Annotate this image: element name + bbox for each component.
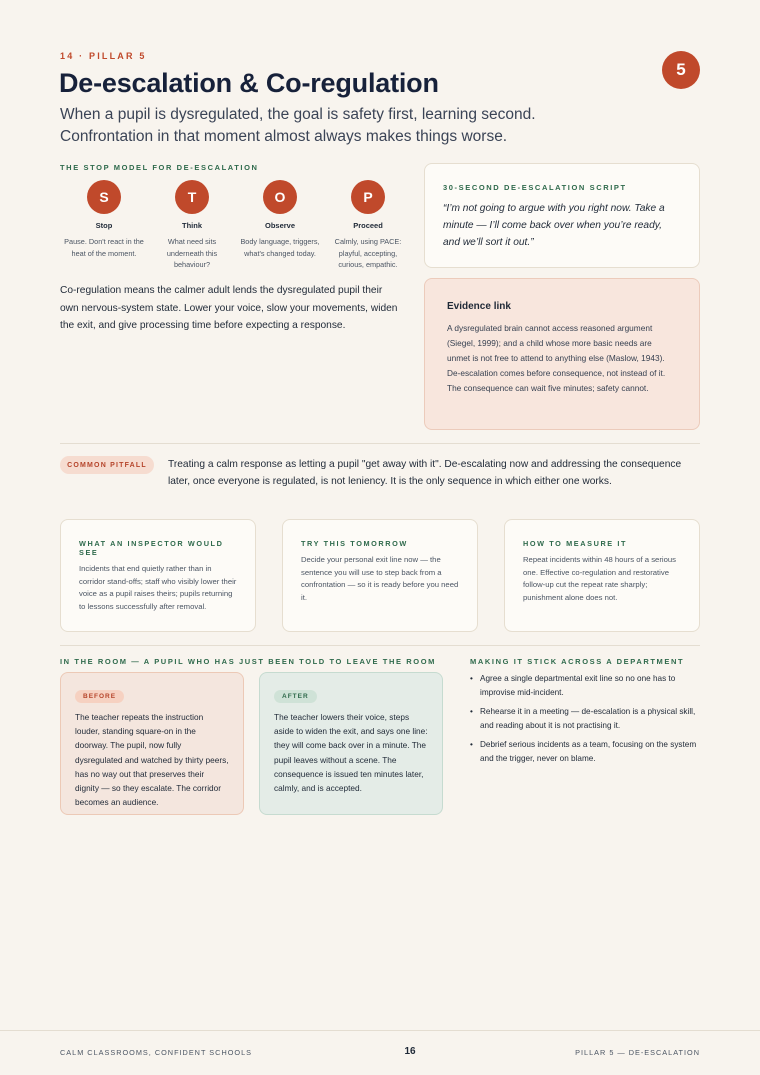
card-label: WHAT AN INSPECTOR WOULD SEE [79,539,224,557]
page-title: De-escalation & Co-regulation [59,68,439,98]
step-letter-circle: O [263,180,297,214]
step-description: Calmly, using PACE: playful, accepting, curious, empathic. [334,237,402,269]
card-text: Decide your personal exit line now — the sentence you will use to step back from a confrontation — so it is ready before you need it. [301,555,459,602]
step-description: Body language, triggers, what's changed today. [240,237,320,258]
inspector-card [60,519,256,632]
card-label: HOW TO MEASURE IT [523,539,628,548]
step-letter-circle: T [175,180,209,214]
script-callout [424,163,700,268]
list-item: • Debrief serious incidents as a team, focusing on the system and the trigger, never on blame. [470,738,700,766]
after-badge: AFTER [274,690,317,703]
before-text: The teacher repeats the instruction louder, standing square-on in the doorway. The pupil, now fully dysregulated and watched by thirty peers, has no way out that preserves their dignity — so they escalate. The corridor becomes an audience. [75,712,229,808]
footer-book-title: CALM CLASSROOMS, CONFIDENT SCHOOLS [60,1048,252,1057]
card-text: Repeat incidents within 48 hours of a serious one. Effective co-regulation and restorative follow-up cut the repeat rate sharply; punishment alone does not. [523,555,676,602]
making-it-stick-label: MAKING IT STICK ACROSS A DEPARTMENT [470,657,685,666]
in-the-room-label: IN THE ROOM — A PUPIL WHO HAS JUST BEEN TOLD TO LEAVE THE ROOM [60,657,437,666]
try-tomorrow-card [282,519,478,632]
card-text: Incidents that end quietly rather than in corridor stand-offs; staff who visibly lower their voice as a pupil raises theirs; pupils returning to lessons successfully after removal. [79,564,237,611]
stop-model-steps [60,180,416,271]
pillar-number-badge: 5 [662,51,700,89]
after-panel [259,672,443,815]
list-item: • Rehearse it in a meeting — de-escalation is a physical skill, and reading about it is not practising it. [470,705,700,733]
section-divider [60,645,700,646]
footer-divider [0,1030,760,1031]
stop-step [236,180,324,271]
after-text: The teacher lowers their voice, steps aside to widen the exit, and says one line: they will come back over in a minute. The pupil leaves without a scene. The consequence is issued ten minutes later, calmly, and is accepted. [274,712,428,794]
step-name: Observe [264,221,296,230]
before-badge: BEFORE [75,690,124,703]
script-label: 30-SECOND DE-ESCALATION SCRIPT [443,183,627,192]
stop-step [324,180,412,271]
stop-step [60,180,148,271]
card-label: TRY THIS TOMORROW [301,539,408,548]
step-name: Proceed [353,221,383,230]
stop-model-label: THE STOP MODEL FOR DE-ESCALATION [60,163,259,172]
section-eyebrow: 14 · PILLAR 5 [60,51,147,61]
before-panel [60,672,244,815]
section-divider [60,443,700,444]
list-item: • Agree a single departmental exit line so no one has to improvise mid-incident. [470,672,700,700]
step-description: Pause. Don't react in the heat of the moment. [64,237,144,258]
evidence-title: Evidence link [447,301,511,312]
stop-step [148,180,236,271]
step-letter-circle: S [87,180,121,214]
measure-card [504,519,700,632]
coregulation-paragraph: Co-regulation means the calmer adult lends the dysregulated pupil their own nervous-system state. Lower your voice, slow your movements, widen the exit, and give processing time before expecting a response. [60,285,398,331]
making-it-stick-list [470,672,700,771]
step-description: What need sits underneath this behaviour? [166,237,218,269]
page-number: 16 [404,1046,416,1057]
step-name: Think [182,221,202,230]
footer-section-title: PILLAR 5 — DE-ESCALATION [575,1048,700,1057]
evidence-text: A dysregulated brain cannot access reasoned argument (Siegel, 1999); and a child whose more basic needs are unmet is not free to attend to anything else (Maslow, 1943). De-escalation comes before consequence, not instead of it. The consequence can wait five minutes; safety cannot. [447,323,666,393]
script-quote: “I’m not going to argue with you right now. Take a minute — I’ll come back over when you’re ready, and we’ll sort it out.” [443,203,665,248]
pitfall-text: Treating a calm response as letting a pupil "get away with it". De-escalating now and addressing the consequence later, once everyone is regulated, is not leniency. It is the only sequence in which either one works. [168,459,682,487]
step-letter-circle: P [351,180,385,214]
evidence-callout [424,278,700,430]
step-name: Stop [95,221,113,230]
pitfall-badge: COMMON PITFALL [60,456,154,474]
page-subtitle: When a pupil is dysregulated, the goal is safety first, learning second. Confrontation in that moment almost always makes things worse. [60,106,536,145]
